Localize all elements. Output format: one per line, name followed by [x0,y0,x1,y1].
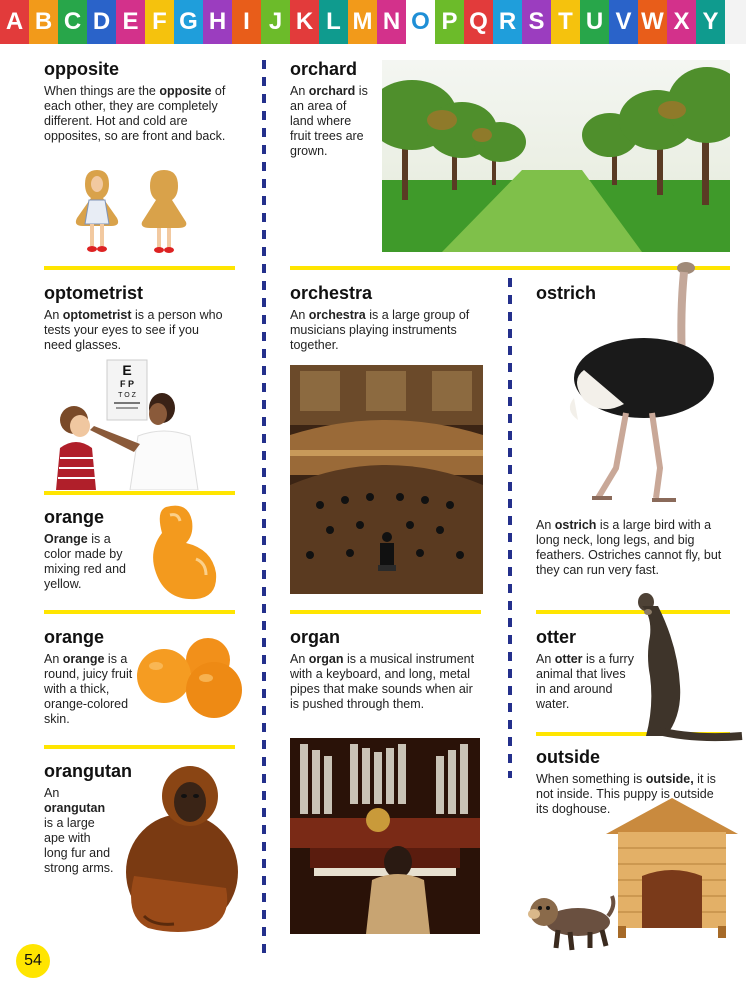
divider-line [44,610,235,614]
orchestra-image [290,365,483,594]
alphabet-letter-d: D [87,0,116,44]
entry-title-optometrist: optometrist [44,283,143,303]
alphabet-letter-q: Q [464,0,493,44]
entry-title-ostrich: ostrich [536,283,597,303]
alphabet-letter-s: S [522,0,551,44]
alphabet-letter-r: R [493,0,522,44]
entry-text-orchestra: An orchestra is a large group of musicians playing instruments together. [290,308,470,352]
alphabet-letter-l: L [319,0,348,44]
alphabet-letter-h: H [203,0,232,44]
eye-chart-row-3: T O Z [118,392,136,399]
doghouse-image [604,796,740,938]
alphabet-letter-b: B [29,0,58,44]
entry-text-orchard: An orchard is an area of land where fruit trees are grown. [290,84,368,158]
alphabet-letter-x: X [667,0,696,44]
entry-text-otter: An otter is a furry animal that lives in and around water. [536,652,634,711]
entry-title-outside: outside [536,747,601,767]
dolls-image [62,160,202,260]
column-divider-right [508,278,512,778]
alphabet-letter-p: P [435,0,464,44]
entry-title-orchard: orchard [290,59,358,79]
organ-image [290,738,480,934]
entry-title-orange-fruit: orange [44,627,105,647]
alphabet-letter-t: T [551,0,580,44]
alphabet-letter-j: J [261,0,290,44]
alphabet-letter-v: V [609,0,638,44]
oranges-image [134,636,244,720]
column-divider-left [262,60,266,955]
divider-line [44,491,235,495]
otter-image [624,590,744,750]
orange-paint-image [146,503,224,603]
entry-text-orange-fruit: An orange is a round, juicy fruit with a thick, orange-colored skin. [44,652,133,726]
ostrich-image [534,258,734,512]
entry-title-opposite: opposite [44,59,119,79]
puppy-image [520,884,620,954]
entry-title-organ: organ [290,627,341,647]
alphabet-letter-c: C [58,0,87,44]
alphabet-letter-w: W [638,0,667,44]
alphabet-letter-f: F [145,0,174,44]
entry-text-organ: An organ is a musical instrument with a keyboard, and long, metal pipes that make sounds when air is pushed through them. [290,652,475,711]
entry-text-ostrich: An ostrich is a large bird with a long neck, long legs, and big feathers. Ostriches cannot fly, but they can run very fast. [536,518,722,577]
alphabet-letter-e: E [116,0,145,44]
entry-title-orange-color: orange [44,507,105,527]
entry-text-outside: When something is outside, it is not inside. This puppy is outside its doghouse. [536,772,716,816]
divider-line [44,745,235,749]
optometrist-image [52,358,227,490]
orangutan-image [104,756,244,934]
divider-line [290,610,481,614]
entry-text-orange-color: Orange is a color made by mixing red and yellow. [44,532,126,591]
eye-chart-row-1: E [122,362,132,378]
alphabet-letter-n: N [377,0,406,44]
alphabet-letter-k: K [290,0,319,44]
alphabet-letter-u: U [580,0,609,44]
alphabet-strip [0,0,746,44]
alphabet-letter-g: G [174,0,203,44]
entry-text-opposite: When things are the opposite of each other, they are completely different. Hot and cold are opposites, so are front and back. [44,84,226,143]
alphabet-letter-y: Y [696,0,725,44]
alphabet-letter-o: O [406,0,435,44]
entry-title-orangutan: orangutan [44,761,132,781]
orchard-image [382,60,730,252]
page-number: 54 [16,944,50,978]
entry-title-otter: otter [536,627,576,647]
entry-title-orchestra: orchestra [290,283,373,303]
alphabet-letter-i: I [232,0,261,44]
entry-text-orangutan: An orangutan is a large ape with long fur and strong arms. [44,786,114,875]
alphabet-letter-a: A [0,0,29,44]
alphabet-letter-m: M [348,0,377,44]
divider-line [44,266,235,270]
eye-chart-row-2: F P [119,379,135,389]
entry-text-optometrist: An optometrist is a person who tests your eyes to see if you need glasses. [44,308,223,352]
